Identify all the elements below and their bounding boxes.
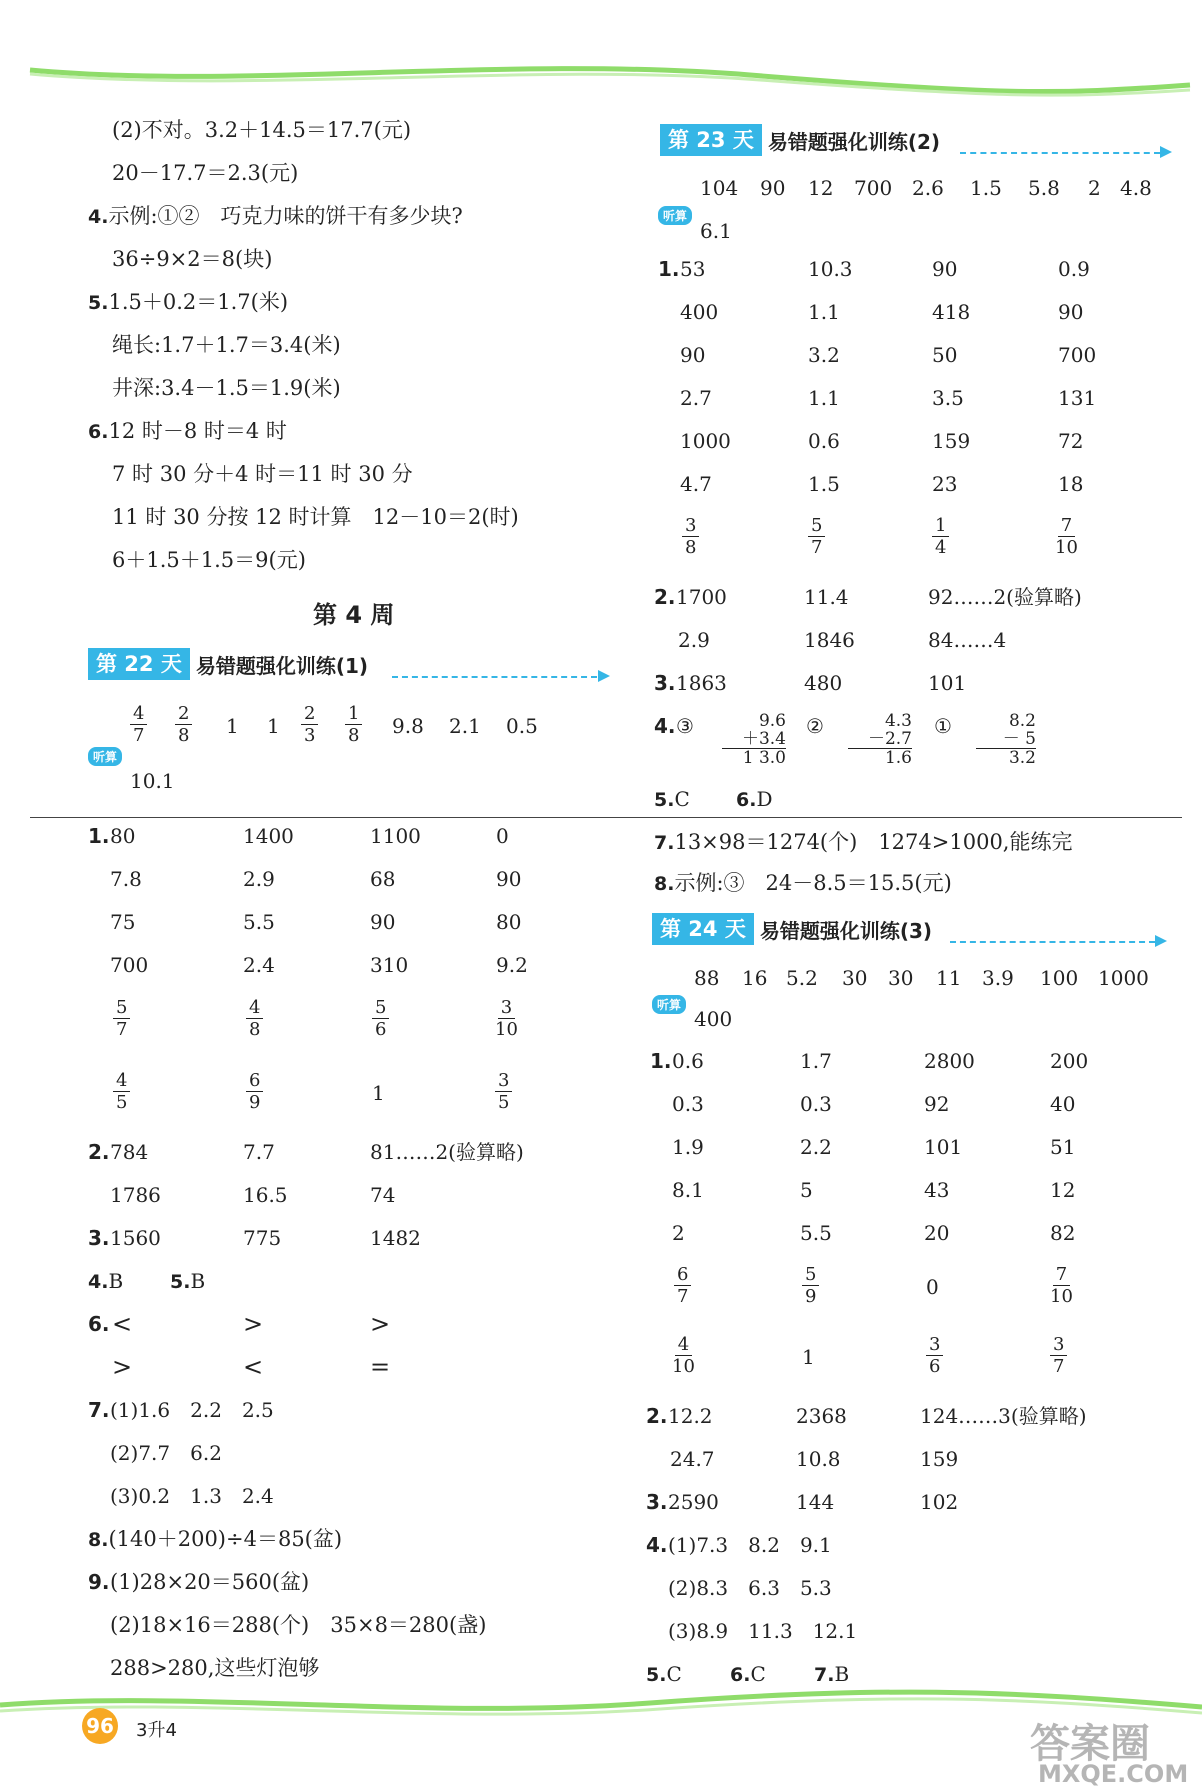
- grid-cell: 1: [372, 1081, 385, 1105]
- watermark-url: MXQE.COM: [1038, 1760, 1189, 1788]
- oral-answer: 4.8: [1120, 176, 1152, 200]
- oral-answer: 5.8: [1028, 176, 1060, 200]
- fraction: $\frac{5}{7}$: [808, 515, 825, 558]
- oral-answer: 10.1: [130, 769, 175, 793]
- page-number: 96: [82, 1708, 118, 1744]
- grid-cell: 101: [924, 1135, 963, 1159]
- grid-cell: 5.5: [800, 1221, 832, 1245]
- day24-title: 易错题强化训练(3): [759, 918, 933, 943]
- answer-line: (3)8.9 11.3 12.1: [668, 1619, 858, 1643]
- grid-cell: 1560: [110, 1226, 161, 1250]
- grid-cell: 102: [920, 1490, 959, 1514]
- answer-line: 7.B: [814, 1662, 850, 1686]
- question-number: 1.: [658, 257, 680, 281]
- grid-cell: 0.6: [672, 1049, 704, 1073]
- day24-dash-line: [950, 941, 1155, 943]
- grid-cell: 159: [920, 1447, 959, 1471]
- day22-dash-line: [392, 676, 597, 678]
- grid-cell: 101: [928, 671, 967, 695]
- grid-cell: 3.2: [808, 343, 840, 367]
- fraction: $\frac{4}{7}$: [130, 703, 147, 746]
- compare-sign: <: [112, 1310, 133, 1338]
- answer-line: 11 时 30 分按 12 时计算 12－10＝2(时): [112, 505, 519, 529]
- answer-line: 6.12 时－8 时＝4 时: [88, 419, 287, 443]
- choice-mark: ②: [806, 714, 824, 738]
- grid-cell: 80: [110, 824, 136, 848]
- grid-cell: 0: [496, 824, 509, 848]
- grid-cell: 43: [924, 1178, 950, 1202]
- oral-answer: 9.8: [392, 714, 424, 738]
- oral-answer: 1000: [1098, 966, 1149, 990]
- oral-answer: 3.9: [982, 966, 1014, 990]
- grid-cell: 90: [1058, 300, 1084, 324]
- answer-line: (2)18×16＝288(个) 35×8＝280(盏): [110, 1613, 487, 1637]
- answer-line: (1)7.3 8.2 9.1: [668, 1533, 832, 1557]
- grid-cell: 480: [804, 671, 843, 695]
- oral-answer: 1.5: [970, 176, 1002, 200]
- grid-cell: 775: [243, 1226, 282, 1250]
- answer-line: (1)28×20＝560(盆): [110, 1570, 310, 1594]
- grid-cell: 700: [110, 953, 149, 977]
- compare-sign: <: [243, 1353, 264, 1381]
- grid-cell: 784: [110, 1140, 149, 1164]
- grid-cell: 1400: [243, 824, 294, 848]
- grid-cell: 2.9: [678, 628, 710, 652]
- grid-cell: 1846: [804, 628, 855, 652]
- grid-cell: 1.1: [808, 300, 840, 324]
- grid-cell: 310: [370, 953, 409, 977]
- answer-line: 7 时 30 分＋4 时＝11 时 30 分: [112, 462, 413, 486]
- fraction: $\frac{3}{5}$: [495, 1070, 512, 1113]
- fraction: $\frac{3}{8}$: [682, 515, 699, 558]
- oral-answer: 16: [742, 966, 768, 990]
- oral-answer: 5.2: [786, 966, 818, 990]
- oral-answer: 90: [760, 176, 786, 200]
- grid-cell: 0: [926, 1275, 939, 1299]
- day22-title: 易错题强化训练(1): [195, 653, 369, 678]
- oral-answer: 1: [267, 714, 280, 738]
- fraction: $\frac{7}{10}$: [1050, 1264, 1073, 1307]
- answer-line: (2)8.3 6.3 5.3: [668, 1576, 832, 1600]
- choice-mark: ①: [934, 714, 952, 738]
- oral-answer: 88: [694, 966, 720, 990]
- page-label: 3升4: [136, 1720, 177, 1741]
- grid-cell: 2590: [668, 1490, 719, 1514]
- question-number: 7.: [88, 1398, 110, 1422]
- vertical-calculation: 8.2 － 5 3.2: [976, 712, 1036, 767]
- grid-cell: 1.9: [672, 1135, 704, 1159]
- grid-cell: 0.3: [800, 1092, 832, 1116]
- fraction: $\frac{1}{4}$: [932, 515, 949, 558]
- fraction: $\frac{4}{10}$: [672, 1334, 695, 1377]
- day24-badge: 第 24 天: [652, 913, 754, 945]
- grid-cell: 84……4: [928, 628, 1007, 652]
- grid-cell: 23: [932, 472, 958, 496]
- answer-line: 288>280,这些灯泡够: [110, 1656, 320, 1680]
- grid-cell: 1786: [110, 1183, 161, 1207]
- grid-cell: 75: [110, 910, 136, 934]
- answer-line: 7.13×98＝1274(个) 1274>1000,能练完: [654, 830, 1073, 854]
- grid-cell: 2.9: [243, 867, 275, 891]
- grid-cell: 2: [672, 1221, 685, 1245]
- compare-sign: =: [370, 1353, 391, 1381]
- fraction: $\frac{3}{7}$: [1050, 1334, 1067, 1377]
- bottom-wave-decoration: [0, 1685, 1202, 1725]
- oral-answer: 2.6: [912, 176, 944, 200]
- grid-cell: 1: [802, 1345, 815, 1369]
- grid-cell: 5: [800, 1178, 813, 1202]
- grid-cell: 51: [1050, 1135, 1076, 1159]
- answer-line: 6.D: [736, 787, 773, 811]
- grid-cell: 124……3(验算略): [920, 1404, 1087, 1428]
- oral-answer: 30: [888, 966, 914, 990]
- answer-line: (2)不对。3.2＋14.5＝17.7(元): [112, 118, 412, 142]
- oral-answer: 0.5: [506, 714, 538, 738]
- grid-cell: 131: [1058, 386, 1097, 410]
- grid-cell: 200: [1050, 1049, 1089, 1073]
- grid-cell: 68: [370, 867, 396, 891]
- grid-cell: 11.4: [804, 585, 849, 609]
- oral-answer: 30: [842, 966, 868, 990]
- grid-cell: 5.5: [243, 910, 275, 934]
- grid-cell: 1.5: [808, 472, 840, 496]
- grid-cell: 1.1: [808, 386, 840, 410]
- grid-cell: 20: [924, 1221, 950, 1245]
- oral-answer: 1: [226, 714, 239, 738]
- tingsuan-badge: 听算: [658, 206, 692, 225]
- answer-line: 4.B: [88, 1269, 124, 1293]
- grid-cell: 1.7: [800, 1049, 832, 1073]
- grid-cell: 8.1: [672, 1178, 704, 1202]
- question-number: 1.: [650, 1049, 672, 1073]
- grid-cell: 82: [1050, 1221, 1076, 1245]
- grid-cell: 2.7: [680, 386, 712, 410]
- answer-line: 8.(140＋200)÷4＝85(盆): [88, 1527, 343, 1551]
- question-number: 3.: [654, 671, 676, 695]
- grid-cell: 2.2: [800, 1135, 832, 1159]
- answer-line: 5.C: [654, 787, 690, 811]
- compare-sign: >: [243, 1310, 264, 1338]
- oral-answer: 2.1: [449, 714, 481, 738]
- grid-cell: 24.7: [670, 1447, 715, 1471]
- fold-line: [30, 817, 1182, 818]
- answer-line: 36÷9×2＝8(块): [112, 247, 273, 271]
- top-wave-decoration: [0, 60, 1202, 100]
- grid-cell: 9.2: [496, 953, 528, 977]
- grid-cell: 74: [370, 1183, 396, 1207]
- oral-answer: 700: [854, 176, 893, 200]
- choice-mark: ③: [676, 714, 694, 738]
- question-number: 3.: [88, 1226, 110, 1250]
- answer-line: (2)7.7 6.2: [110, 1441, 222, 1465]
- grid-cell: 10.3: [808, 257, 853, 281]
- answer-line: 5.C: [646, 1662, 682, 1686]
- oral-answer: 400: [694, 1007, 733, 1031]
- oral-answer: 100: [1040, 966, 1079, 990]
- grid-cell: 92……2(验算略): [928, 585, 1082, 609]
- day23-header: [660, 124, 940, 156]
- grid-cell: 90: [370, 910, 396, 934]
- grid-cell: 81……2(验算略): [370, 1140, 524, 1164]
- fraction: $\frac{4}{5}$: [113, 1070, 130, 1113]
- day23-badge: 第 23 天: [660, 124, 762, 156]
- day23-dash-line: [960, 152, 1160, 154]
- grid-cell: 1863: [676, 671, 727, 695]
- fraction: $\frac{2}{8}$: [175, 703, 192, 746]
- answer-line: 6.C: [730, 1662, 766, 1686]
- question-number: 1.: [88, 824, 110, 848]
- grid-cell: 1000: [680, 429, 731, 453]
- day22-header: [88, 648, 368, 680]
- fraction: $\frac{1}{8}$: [345, 703, 362, 746]
- grid-cell: 418: [932, 300, 971, 324]
- grid-cell: 90: [680, 343, 706, 367]
- grid-cell: 2800: [924, 1049, 975, 1073]
- grid-cell: 53: [680, 257, 706, 281]
- answer-line: 5.B: [170, 1269, 206, 1293]
- answer-line: 绳长:1.7＋1.7＝3.4(米): [112, 333, 341, 357]
- tingsuan-badge: 听算: [88, 747, 122, 766]
- day24-arrow-icon: [1155, 935, 1167, 947]
- grid-cell: 4.7: [680, 472, 712, 496]
- grid-cell: 90: [496, 867, 522, 891]
- question-number: 4.: [654, 714, 676, 738]
- grid-cell: 3.5: [932, 386, 964, 410]
- fraction: $\frac{5}{7}$: [113, 997, 130, 1040]
- grid-cell: 0.3: [672, 1092, 704, 1116]
- answer-line: (1)1.6 2.2 2.5: [110, 1398, 274, 1422]
- grid-cell: 159: [932, 429, 971, 453]
- grid-cell: 0.6: [808, 429, 840, 453]
- grid-cell: 12: [1050, 1178, 1076, 1202]
- answer-line: 8.示例:③ 24－8.5＝15.5(元): [654, 871, 952, 895]
- grid-cell: 80: [496, 910, 522, 934]
- question-number: 2.: [646, 1404, 668, 1428]
- grid-cell: 0.9: [1058, 257, 1090, 281]
- fraction: $\frac{4}{8}$: [246, 997, 263, 1040]
- day23-title: 易错题强化训练(2): [767, 129, 941, 154]
- question-number: 2.: [654, 585, 676, 609]
- compare-sign: >: [370, 1310, 391, 1338]
- grid-cell: 1482: [370, 1226, 421, 1250]
- day23-arrow-icon: [1160, 146, 1172, 158]
- oral-answer: 6.1: [700, 219, 732, 243]
- answer-line: 4.示例:①② 巧克力味的饼干有多少块?: [88, 204, 463, 228]
- grid-cell: 12.2: [668, 1404, 713, 1428]
- grid-cell: 16.5: [243, 1183, 288, 1207]
- fraction: $\frac{6}{9}$: [246, 1070, 263, 1113]
- answer-line: 20－17.7＝2.3(元): [112, 161, 299, 185]
- grid-cell: 1700: [676, 585, 727, 609]
- question-number: 4.: [646, 1533, 668, 1557]
- grid-cell: 72: [1058, 429, 1084, 453]
- grid-cell: 1100: [370, 824, 421, 848]
- grid-cell: 18: [1058, 472, 1084, 496]
- grid-cell: 92: [924, 1092, 950, 1116]
- compare-sign: >: [112, 1353, 133, 1381]
- day22-badge: 第 22 天: [88, 648, 190, 680]
- question-number: 9.: [88, 1570, 110, 1594]
- question-number: 2.: [88, 1140, 110, 1164]
- day22-arrow-icon: [598, 670, 610, 682]
- answer-line: 6＋1.5＋1.5＝9(元): [112, 548, 306, 572]
- answer-line: 5.1.5＋0.2＝1.7(米): [88, 290, 289, 314]
- grid-cell: 40: [1050, 1092, 1076, 1116]
- answer-line: (3)0.2 1.3 2.4: [110, 1484, 274, 1508]
- grid-cell: 10.8: [796, 1447, 841, 1471]
- fraction: $\frac{5}{6}$: [372, 997, 389, 1040]
- fraction: $\frac{2}{3}$: [301, 703, 318, 746]
- grid-cell: 2368: [796, 1404, 847, 1428]
- fraction: $\frac{3}{6}$: [926, 1334, 943, 1377]
- vertical-calculation: 4.3 －2.7 1.6: [848, 712, 912, 767]
- grid-cell: 700: [1058, 343, 1097, 367]
- grid-cell: 7.8: [110, 867, 142, 891]
- watermark-logo: 答案圈: [1030, 1721, 1150, 1767]
- vertical-calculation: 9.6 ＋3.4 1 3.0: [722, 712, 786, 767]
- oral-answer: 2: [1088, 176, 1101, 200]
- fraction: $\frac{5}{9}$: [802, 1264, 819, 1307]
- fraction: $\frac{3}{10}$: [495, 997, 518, 1040]
- grid-cell: 90: [932, 257, 958, 281]
- grid-cell: 2.4: [243, 953, 275, 977]
- oral-answer: 11: [936, 966, 962, 990]
- grid-cell: 50: [932, 343, 958, 367]
- grid-cell: 7.7: [243, 1140, 275, 1164]
- tingsuan-badge: 听算: [652, 995, 686, 1014]
- answer-line: 井深:3.4－1.5＝1.9(米): [112, 376, 341, 400]
- question-number: 6.: [88, 1312, 110, 1336]
- oral-answer: 12: [808, 176, 834, 200]
- week-title: 第 4 周: [313, 601, 395, 629]
- fraction: $\frac{6}{7}$: [674, 1264, 691, 1307]
- fraction: $\frac{7}{10}$: [1055, 515, 1078, 558]
- grid-cell: 144: [796, 1490, 835, 1514]
- grid-cell: 400: [680, 300, 719, 324]
- question-number: 3.: [646, 1490, 668, 1514]
- oral-answer: 104: [700, 176, 739, 200]
- day24-header: [652, 913, 932, 945]
